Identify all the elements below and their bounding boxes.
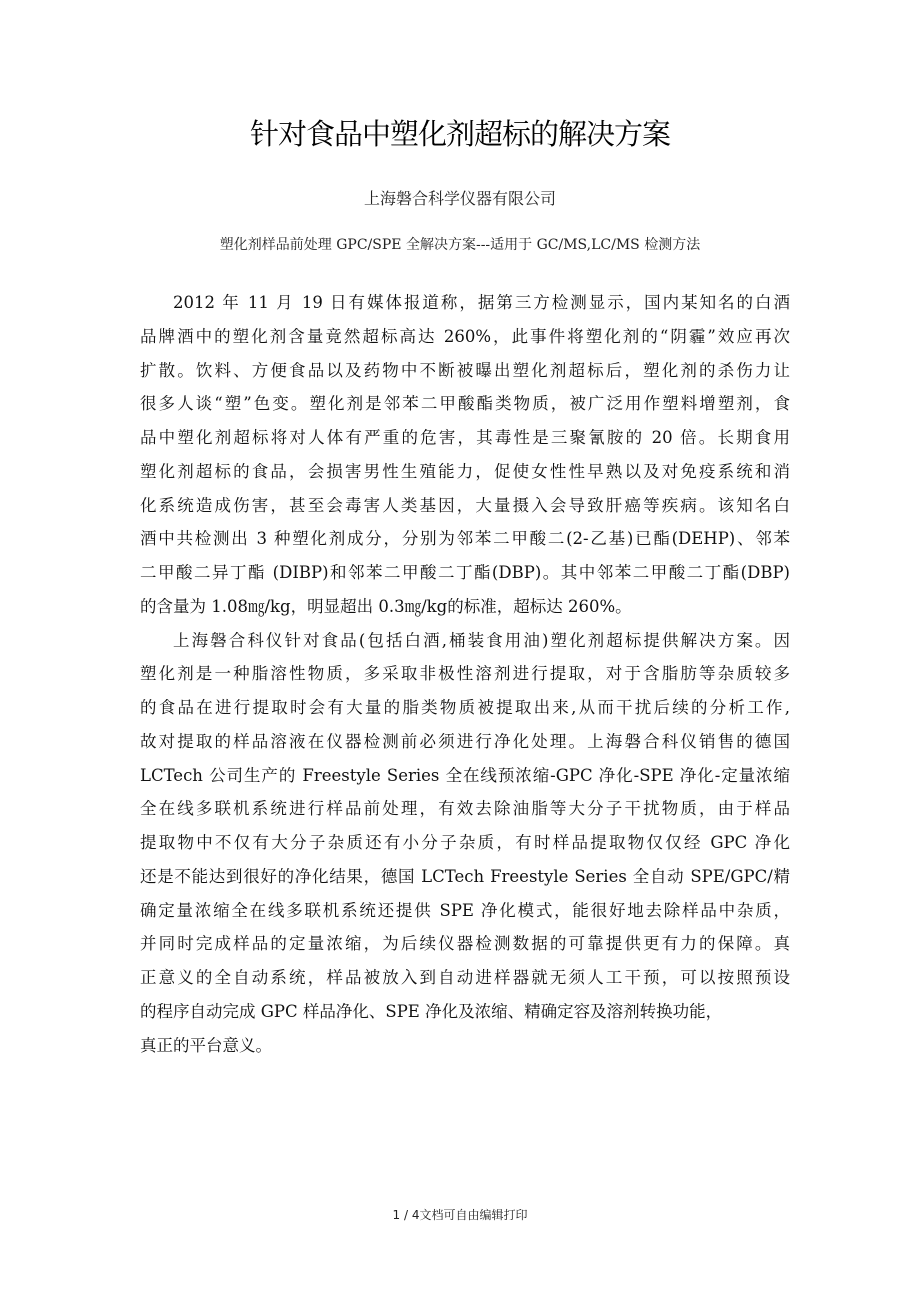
paragraph-line: 化系统造成伤害，甚至会毒害人类基因，大量摄入会导致肝癌等疾病。该知名白 <box>140 495 790 515</box>
paragraph-line: 还是不能达到很好的净化结果，德国 LCTech Freestyle Series 全自动 SPE/GPC/精 <box>140 866 790 886</box>
paragraph-line: 上海磐合科仪针对食品(包括白酒,桶装食用油)塑化剂超标提供解决方案。因 <box>173 630 790 650</box>
paragraph-line: 并同时完成样品的定量浓缩，为后续仪器检测数据的可靠提供更有力的保障。真 <box>140 934 790 954</box>
paragraph-line: 塑化剂是一种脂溶性物质，多采取非极性溶剂进行提取，对于含脂肪等杂质较多 <box>140 664 790 684</box>
page-footer: 1 / 4文档可自由编辑打印 <box>392 1208 528 1222</box>
paragraph-line: 扩散。饮料、方便食品以及药物中不断被曝出塑化剂超标后，塑化剂的杀伤力让 <box>140 360 790 380</box>
paragraph-line: 很多人谈“塑”色变。塑化剂是邻苯二甲酸酯类物质，被广泛用作塑料增塑剂，食 <box>140 394 790 414</box>
paragraph-line: 2012 年 11 月 19 日有媒体报道称，据第三方检测显示，国内某知名的白酒 <box>173 293 790 312</box>
paragraph-line: 正意义的全自动系统，样品被放入到自动进样器就无须人工干预，可以按照预设 <box>140 968 790 987</box>
paragraph-line: 全在线多联机系统进行样品前处理，有效去除油脂等大分子干扰物质，由于样品 <box>140 799 790 819</box>
paragraph-line: 的程序自动完成 GPC 样品净化、SPE 净化及浓缩、精确定容及溶剂转换功能， <box>140 1001 723 1021</box>
paragraph-line: 故对提取的样品溶液在仪器检测前必须进行净化处理。上海磐合科仪销售的德国 <box>140 731 790 751</box>
document-title: 针对食品中塑化剂超标的解决方案 <box>249 117 670 151</box>
paragraph-line: 真正的平台意义。 <box>140 1035 272 1055</box>
paragraph-line: 的食品在进行提取时会有大量的脂类物质被提取出来,从而干扰后续的分析工作, <box>140 698 790 717</box>
paragraph-line: 的含量为 1.08㎎/kg，明显超出 0.3㎎/kg的标准，超标达 260%。 <box>140 596 632 616</box>
paragraph-2 <box>140 624 790 1063</box>
paragraph-line: 二甲酸二异丁酯 (DIBP)和邻苯二甲酸二丁酯(DBP)。其中邻苯二甲酸二丁酯(DBP) <box>140 563 790 582</box>
paragraph-line: LCTech 公司生产的 Freestyle Series 全在线预浓缩-GPC 净化-SPE 净化-定量浓缩 <box>140 765 790 785</box>
paragraph-line: 塑化剂超标的食品，会损害男性生殖能力，促使女性性早熟以及对免疫系统和消 <box>140 461 790 481</box>
paragraph-line: 品牌酒中的塑化剂含量竟然超标高达 260%，此事件将塑化剂的“阴霾”效应再次 <box>140 326 790 346</box>
paragraph-line: 确定量浓缩全在线多联机系统还提供 SPE 净化模式，能很好地去除样品中杂质， <box>140 900 790 920</box>
paragraph-line: 酒中共检测出 3 种塑化剂成分，分别为邻苯二甲酸二(2-乙基)已酯(DEHP)、邻苯 <box>140 529 790 549</box>
paragraph-line: 提取物中不仅有大分子杂质还有小分子杂质，有时样品提取物仅仅经 GPC 净化 <box>140 833 790 852</box>
body-text <box>140 286 790 1062</box>
document-subtitle: 塑化剂样品前处理 GPC/SPE 全解决方案---适用于 GC/MS,LC/MS 检测方法 <box>219 237 701 253</box>
company-name: 上海磐合科学仪器有限公司 <box>363 189 556 208</box>
paragraph-line: 品中塑化剂超标将对人体有严重的危害，其毒性是三聚氰胺的 20 倍。长期食用 <box>140 428 790 447</box>
paragraph-1 <box>140 286 790 624</box>
